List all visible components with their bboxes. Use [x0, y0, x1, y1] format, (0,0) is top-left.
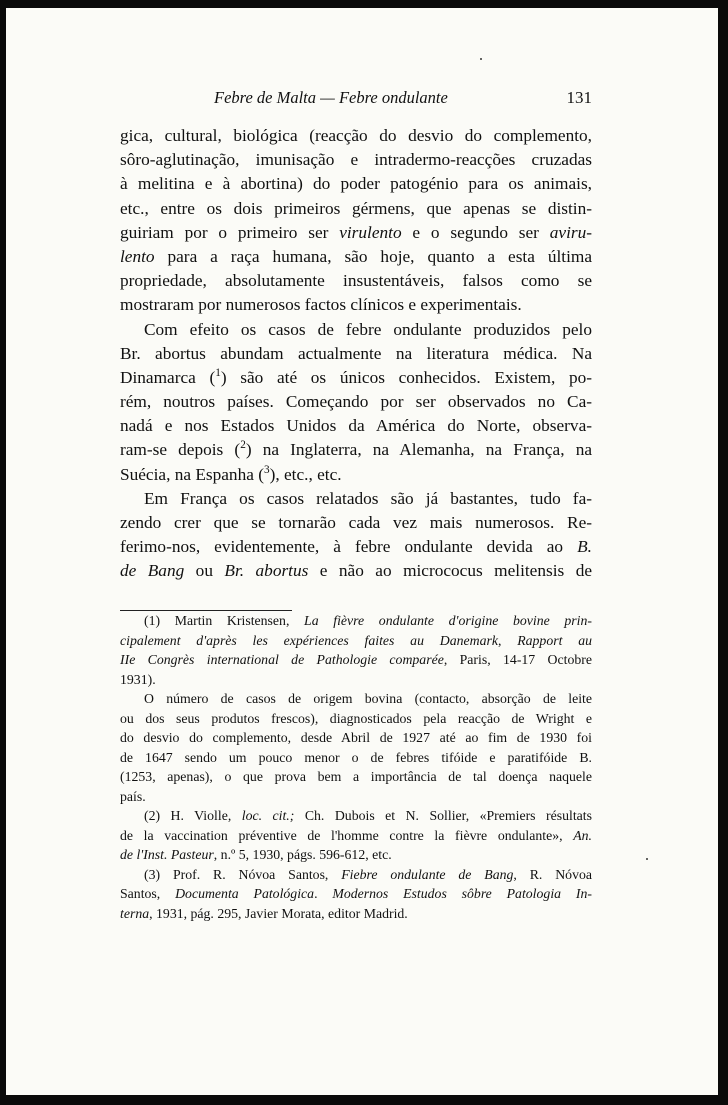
book-page: [6, 8, 718, 1095]
text-line: [120, 535, 592, 559]
text-run: , Paris, 14-17 Octobre: [443, 652, 592, 667]
text-line: gica, cultural, biológica (reacção do desvio do complemento,: [120, 126, 592, 145]
footnote-ref-1: 1: [215, 367, 221, 380]
text-line: zendo crer que se tornarão cada vez mais numerosos. Re-: [120, 513, 592, 532]
text-line: nadá e nos Estados Unidos da América do Norte, observa-: [120, 416, 592, 436]
footnote-line: [120, 631, 592, 651]
footnote-line: [120, 884, 592, 904]
italic-title: La fièvre ondulante d'origine bovine prin-: [304, 613, 592, 628]
text-run: (1) Martin Kristensen,: [144, 613, 305, 628]
text-line: propriedade, absolutamente insustentáveis, falsos como se: [120, 271, 592, 291]
text-run: (2) H. Violle,: [144, 808, 242, 823]
italic-title: Rapport au: [517, 632, 592, 648]
text-line: etc., entre os dois primeiros gérmens, que apenas se distin-: [120, 198, 592, 218]
footnote-line: país.: [120, 788, 146, 804]
text-line: Em França os casos relatados são já bastantes, tudo fa-: [144, 488, 592, 508]
text-run: Suécia, na Espanha (: [120, 464, 264, 484]
text-line: [120, 366, 592, 390]
text-run: para a raça humana, são hoje, quanto a esta última: [154, 246, 592, 266]
text-line: [120, 559, 592, 583]
italic-species: Br. abortus: [224, 561, 309, 581]
footnote-line: [120, 904, 592, 924]
italic-species: de Bang: [120, 561, 185, 581]
text-line: [120, 438, 592, 462]
text-run: guiriam por o primeiro ser: [120, 222, 340, 242]
scan-speck: [480, 58, 482, 60]
italic-title: IIe Congrès international de Pathologie comparée: [120, 652, 444, 667]
footnote-line: [120, 845, 592, 865]
text-line: sôro-aglutinação, imunisação e intradermo-reacções cruzadas: [120, 150, 592, 170]
text-run: de la vaccination préventive de l'homme contre la fièvre ondulante»,: [120, 827, 574, 843]
text-run: , n.º 5, 1930, págs. 596-612, etc.: [213, 847, 392, 862]
footnote-line: do desvio do complemento, desde Abril de 1927 até ao fim de 1930 foi: [120, 730, 592, 745]
text-run: ram-se depois (: [120, 440, 241, 460]
text-run: Santos,: [120, 886, 176, 901]
text-run: , R. Nóvoa: [513, 866, 592, 882]
text-run: e o segundo ser: [401, 222, 550, 242]
footnote-line: ou dos seus produtos frescos), diagnosticados pela reacção de Wright e: [120, 710, 592, 726]
text-run: , 1931, pág. 295, Javier Morata, editor Madrid.: [149, 905, 408, 921]
footnote-line: [120, 650, 592, 670]
text-run: e não ao micrococus melitensis de: [308, 561, 592, 581]
italic-species: B.: [577, 537, 592, 557]
footnote-line: [120, 826, 592, 846]
text-line: rém, noutros países. Começando por ser observados no Ca-: [120, 392, 592, 412]
footnote-line: [120, 865, 592, 885]
footnote-line: 1931).: [120, 671, 156, 687]
main-text: [120, 124, 592, 584]
text-line: [120, 463, 592, 487]
text-run: Ch. Dubois et N. Sollier, «Premiers résultats: [294, 808, 592, 823]
text-line: [120, 221, 592, 245]
italic-citation: loc. cit.;: [241, 808, 295, 823]
footnote-ref-2: 2: [240, 439, 246, 452]
footnote-line: O número de casos de origem bovina (contacto, absorção de leite: [144, 691, 592, 706]
italic-title: Fiebre ondulante de Bang: [341, 866, 514, 882]
page-number: 131: [566, 88, 592, 107]
italic-journal: An.: [573, 827, 592, 843]
text-run: ferimo-nos, evidentemente, à febre ondulante devida ao: [120, 537, 578, 557]
text-run: ), etc., etc.: [269, 464, 342, 484]
italic-title: terna: [120, 905, 150, 921]
text-run: (3) Prof. R. Nóvoa Santos,: [144, 866, 342, 882]
italic-title: Modernos Estudos sôbre Patologia In-: [332, 886, 592, 901]
text-line: Com efeito os casos de febre ondulante produzidos pelo: [144, 319, 592, 339]
scan-speck: [646, 858, 648, 860]
text-run: ) na Inglaterra, na Alemanha, na França, na: [245, 440, 592, 460]
text-line: Br. abortus abundam actualmente na literatura médica. Na: [120, 343, 592, 363]
footnote-line: (1253, apenas), o que prova bem a importância de tal doença naquele: [120, 769, 592, 784]
italic-term-avirulento: aviru-: [549, 222, 592, 242]
text-run: Dinamarca (: [120, 367, 216, 387]
text-run: ) são até os únicos conhecidos. Existem, po-: [220, 367, 593, 387]
text-line: [120, 245, 592, 269]
text-run: ,: [497, 632, 518, 648]
text-run: .: [314, 886, 333, 901]
footnote-line: de 1647 sendo um pouco menor o de febres tifóide e paratifóide B.: [120, 749, 592, 765]
text-run: ou: [184, 561, 225, 581]
footnote-line: [120, 611, 592, 631]
running-title: Febre de Malta — Febre ondulante: [214, 88, 448, 107]
italic-term-virulento: virulento: [339, 222, 402, 242]
footnote-line: [120, 806, 592, 826]
footnote-ref-3: 3: [263, 463, 270, 476]
text-line: à melitina e à abortina) do poder patogénio para os animais,: [120, 174, 592, 194]
italic-title: Documenta Patológica: [175, 886, 315, 901]
text-line: mostraram por numerosos factos clínicos e experimentais.: [120, 295, 522, 315]
italic-journal: de l'Inst. Pasteur: [120, 847, 214, 862]
italic-title: cipalement d'après les expériences faites au Danemark: [120, 632, 498, 648]
italic-term-avirulento-end: lento: [120, 246, 155, 266]
footnotes: [120, 611, 592, 923]
